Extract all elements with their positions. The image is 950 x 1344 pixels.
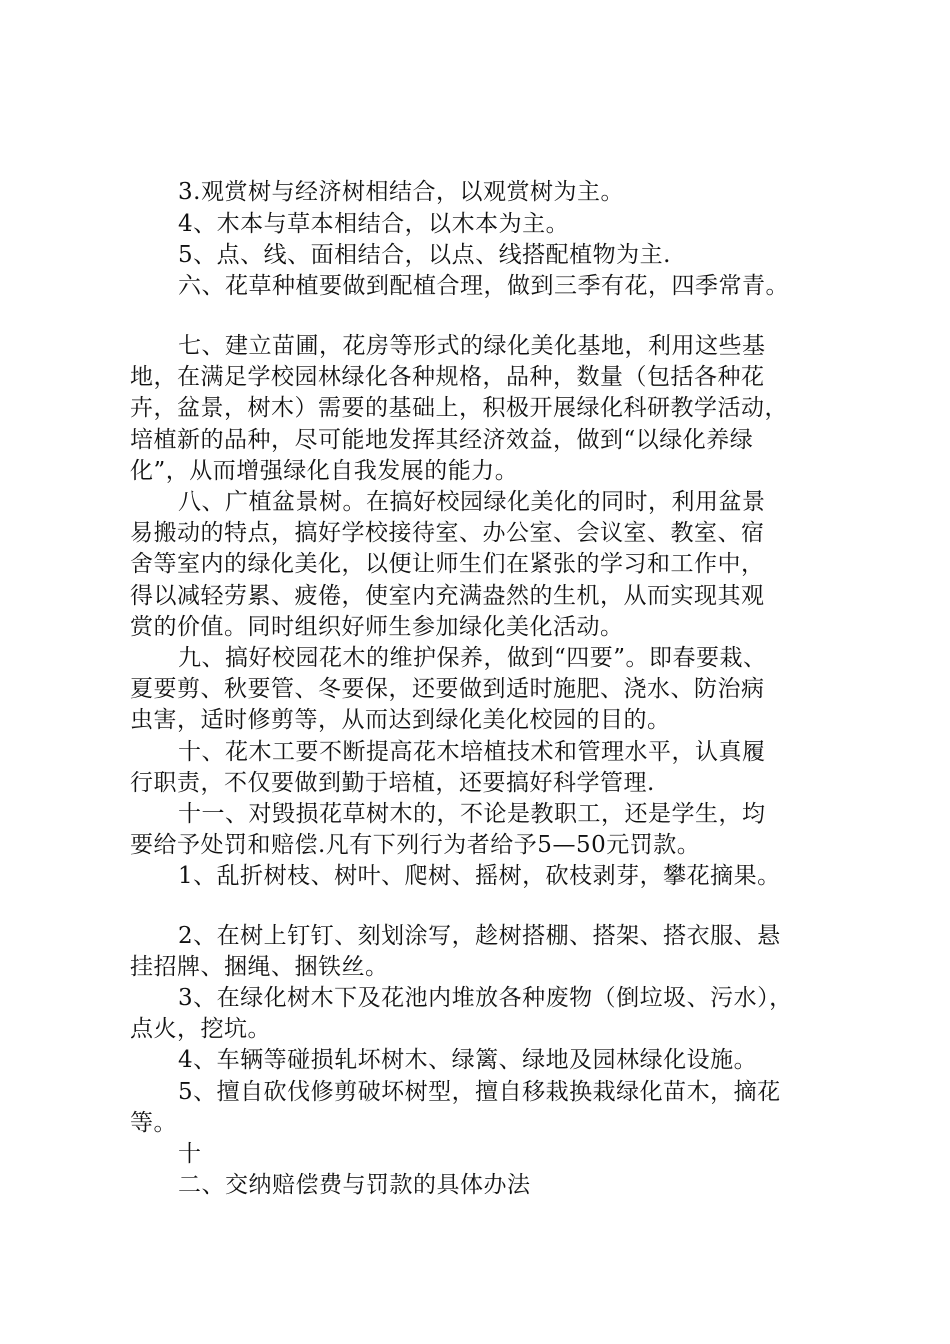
text-line: 5、擅自砍伐修剪破坏树型，擅自移栽换栽绿化苗木，摘花	[178, 1079, 781, 1105]
text-line: 舍等室内的绿化美化，以便让师生们在紧张的学习和工作中，	[130, 551, 765, 577]
text-line: 十一、对毁损花草树木的，不论是教职工，还是学生，均	[178, 801, 766, 827]
text-line: 夏要剪、秋要管、冬要保，还要做到适时施肥、浇水、防治病	[130, 676, 765, 702]
text-line: 易搬动的特点，搞好学校接待室、办公室、会议室、教室、宿	[130, 520, 765, 546]
text-line: 2、在树上钉钉、刻划涂写，趁树搭棚、搭架、搭衣服、悬	[178, 923, 781, 949]
text-line: 十	[178, 1141, 202, 1167]
text-line: 等。	[130, 1110, 177, 1136]
text-line: 七、建立苗圃，花房等形式的绿化美化基地，利用这些基	[178, 333, 766, 359]
text-line: 地，在满足学校园林绿化各种规格，品种，数量（包括各种花	[130, 364, 765, 390]
text-line: 5、点、线、面相结合，以点、线搭配植物为主.	[178, 242, 671, 268]
text-line: 六、花草种植要做到配植合理，做到三季有花，四季常青。	[178, 273, 789, 299]
text-line: 八、广植盆景树。在搞好校园绿化美化的同时，利用盆景	[178, 489, 766, 515]
text-line: 3.观赏树与经济树相结合，以观赏树为主。	[178, 179, 624, 205]
text-line: 4、车辆等碰损轧坏树木、绿篱、绿地及园林绿化设施。	[178, 1047, 758, 1073]
text-line: 3、在绿化树木下及花池内堆放各种废物（倒垃圾、污水），	[178, 985, 793, 1011]
text-line: 九、搞好校园花木的维护保养，做到“四要”。即春要栽、	[178, 645, 767, 671]
text-line: 得以减轻劳累、疲倦，使室内充满盎然的生机，从而实现其观	[130, 583, 765, 609]
text-line: 培植新的品种，尽可能地发挥其经济效益，做到“以绿化养绿	[130, 427, 754, 453]
text-line: 十、花木工要不断提高花木培植技术和管理水平，认真履	[178, 739, 766, 765]
text-line: 要给予处罚和赔偿.凡有下列行为者给予5—50元罚款。	[130, 832, 701, 858]
text-line: 1、乱折树枝、树叶、爬树、摇树，砍枝剥芽，攀花摘果。	[178, 863, 781, 889]
text-line: 二、交纳赔偿费与罚款的具体办法	[178, 1172, 531, 1198]
text-line: 行职责，不仅要做到勤于培植，还要搞好科学管理.	[130, 770, 655, 796]
text-line: 卉，盆景，树木）需要的基础上，积极开展绿化科研教学活动，	[130, 395, 788, 421]
text-line: 赏的价值。同时组织好师生参加绿化美化活动。	[130, 614, 624, 640]
text-line: 点火，挖坑。	[130, 1016, 271, 1042]
text-line: 化”，从而增强绿化自我发展的能力。	[130, 458, 519, 484]
text-line: 虫害，适时修剪等，从而达到绿化美化校园的目的。	[130, 707, 671, 733]
text-line: 挂招牌、捆绳、捆铁丝。	[130, 954, 389, 980]
text-line: 4、木本与草本相结合，以木本为主。	[178, 211, 570, 237]
